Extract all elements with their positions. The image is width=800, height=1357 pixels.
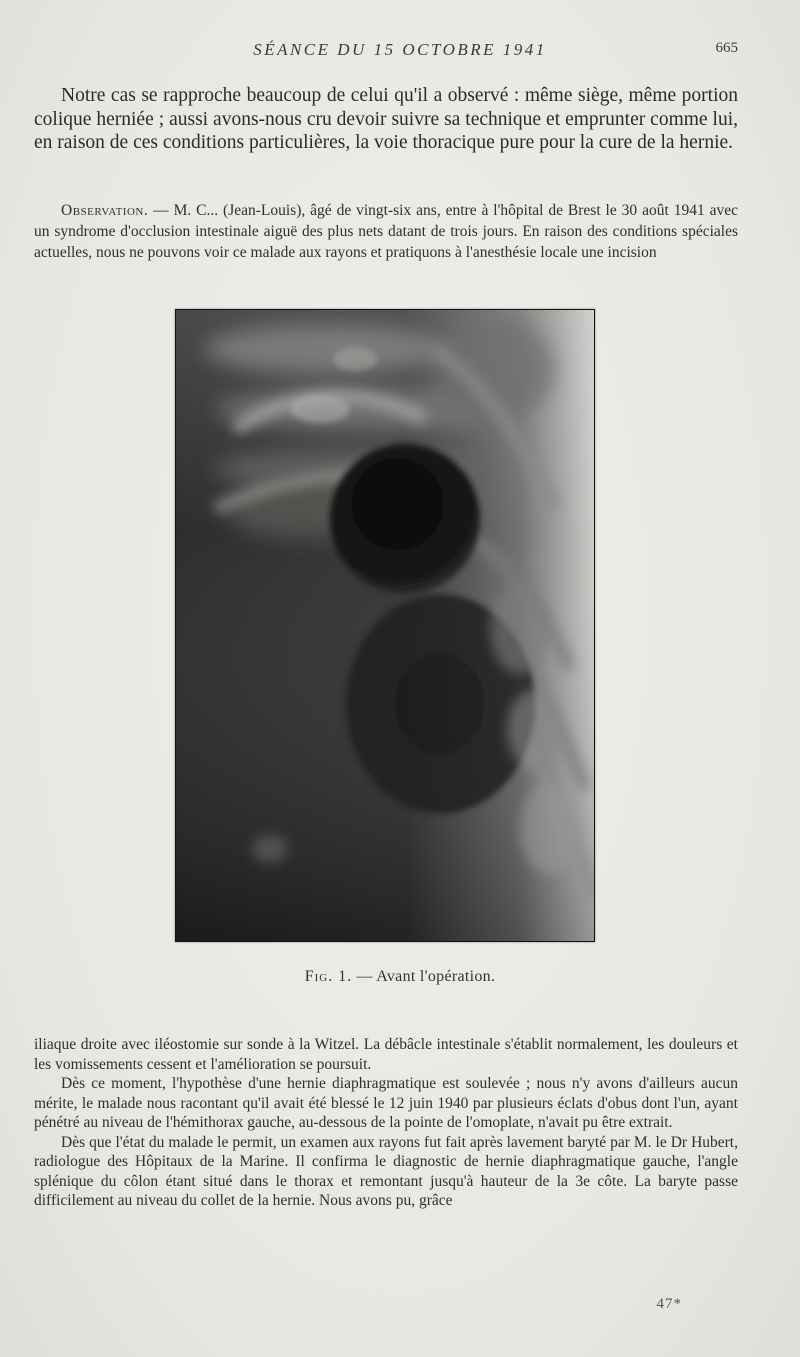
figure-caption	[0, 968, 800, 986]
running-title: SÉANCE DU 15 OCTOBRE 1941	[253, 40, 547, 59]
xray-image	[175, 309, 595, 942]
observation-label: Observation.	[61, 202, 149, 219]
signature-mark: 47*	[656, 1296, 682, 1312]
xray-figure	[175, 309, 595, 942]
observation-paragraph	[34, 200, 738, 263]
figure-caption-text: — Avant l'opération.	[352, 968, 496, 985]
running-head	[0, 40, 800, 64]
body-text	[34, 1035, 738, 1211]
body-paragraph: Dès que l'état du malade le permit, un examen aux rayons fut fait après lavement baryté par M. le Dr Hubert, radiologue des Hôpitaux de la Marine. Il confirma le diagnostic de hernie diaphragmatique gauche, l'angle splénique du côlon étant situé dans le thorax et remontant jusqu'à hauteur de la 3e côte. La baryte passe difficilement au niveau du collet de la hernie. Nous avons pu, grâce	[34, 1133, 738, 1209]
figure-label: Fig. 1.	[304, 968, 353, 985]
intro-paragraph: Notre cas se rapproche beaucoup de celui qu'il a observé : même siège, même portion colique herniée ; aussi avons-nous cru devoir suivre sa technique et emprunter comme lui, en raison de ces conditions particulières, la voie thoracique pure pour la cure de la hernie.	[34, 85, 738, 153]
body-paragraph: iliaque droite avec iléostomie sur sonde à la Witzel. La débâcle intestinale s'établit normalement, les douleurs et les vomissements cessent et l'amélioration se poursuit.	[34, 1036, 738, 1073]
observation-text: — M. C... (Jean-Louis), âgé de vingt-six ans, entre à l'hôpital de Brest le 30 août 1941 avec un syndrome d'occlusion intestinale aiguë des plus nets datant de trois jours. En raison des conditions spéciales actuelles, nous ne pouvons voir ce malade aux rayons et pratiquons à l'anesthésie locale une incision	[34, 202, 738, 261]
page-number: 665	[715, 40, 738, 56]
body-paragraph: Dès ce moment, l'hypothèse d'une hernie diaphragmatique est soulevée ; nous n'y avons d'ailleurs aucun mérite, le malade nous racontant qu'il avait été blessé le 12 juin 1940 par plusieurs éclats d'obus dont l'un, ayant pénétré au niveau de l'hémithorax gauche, au-dessous de la pointe de l'omoplate, n'avait pu être extrait.	[34, 1075, 738, 1131]
